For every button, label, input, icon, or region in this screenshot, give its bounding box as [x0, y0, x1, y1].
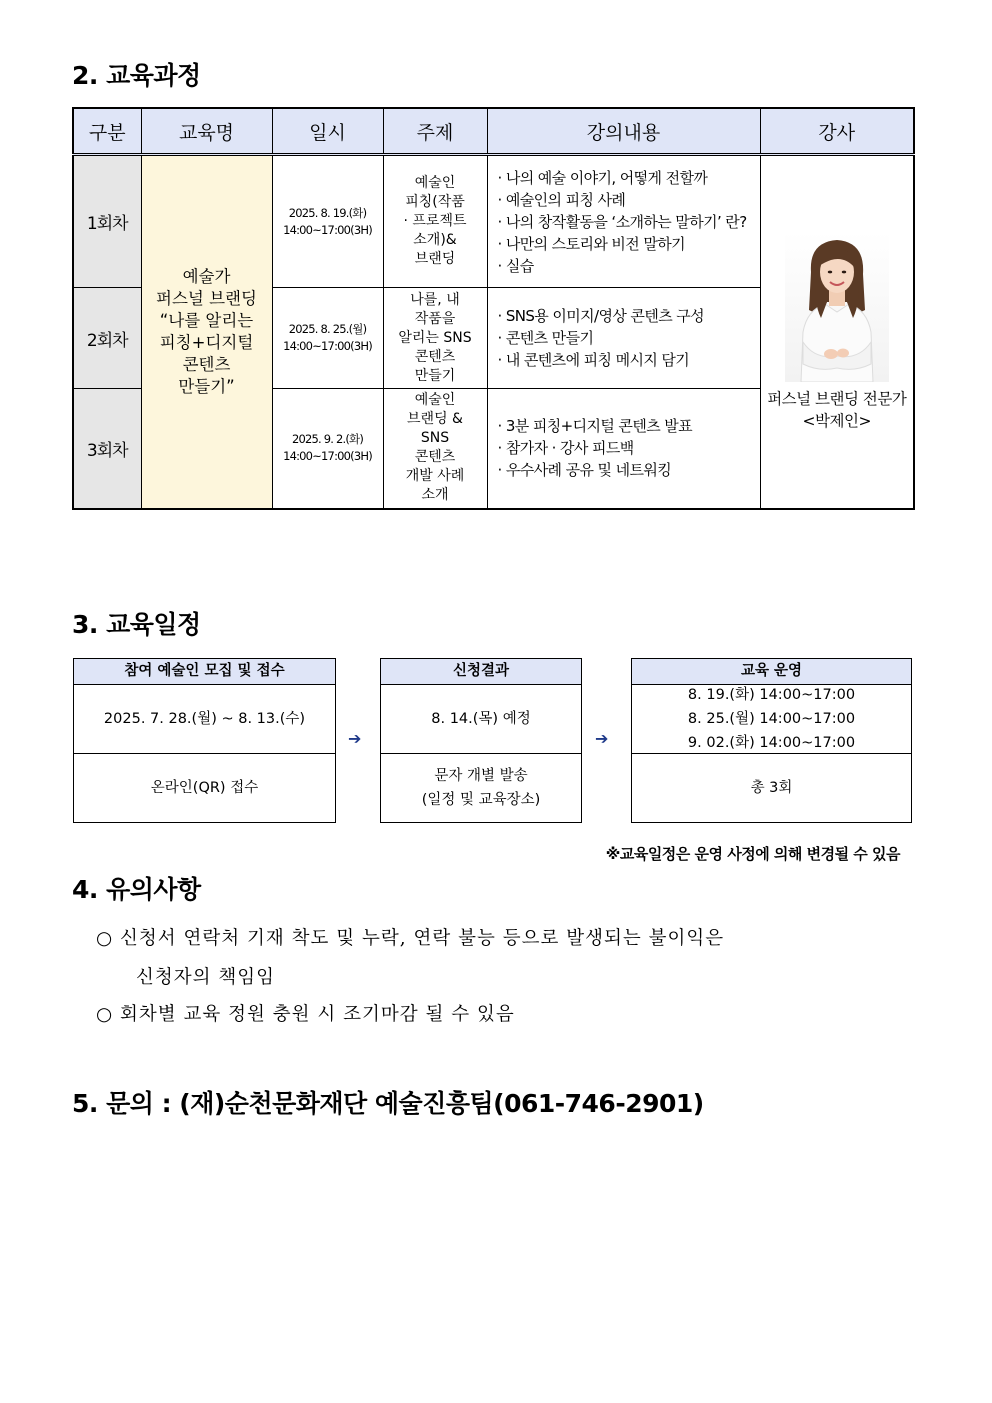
caution-item-1-cont: 신청자의 책임임: [136, 967, 275, 988]
course-name-line: 콘텐츠: [182, 354, 231, 374]
time-line: 14:00~17:00(3H): [283, 449, 372, 464]
header-session: 구분: [73, 108, 141, 155]
schedule-line: 온라인(QR) 접수: [150, 780, 259, 796]
content-line: · 3분 피칭+디지털 콘텐츠 발표: [497, 417, 693, 436]
course-name-line: 퍼스널 브랜딩: [156, 288, 257, 308]
lecturer-title: 퍼스널 브랜딩 전문가: [767, 389, 907, 408]
topic-line: 알리는 SNS: [398, 329, 472, 346]
header-content: 강의내용: [487, 108, 760, 155]
time-line: 14:00~17:00(3H): [283, 222, 372, 237]
date-line: 2025. 8. 25.(월): [288, 322, 367, 336]
schedule-result-notice: [381, 754, 581, 822]
content-line: · 내 콘텐츠에 피칭 메시지 담기: [497, 351, 690, 369]
schedule-line: 총 3회: [750, 780, 793, 796]
session-topic: [383, 389, 487, 509]
content-line: · 참가자 · 강사 피드백: [497, 439, 634, 458]
schedule-method: [74, 754, 335, 822]
course-name: [141, 155, 272, 509]
arrow-right-icon: ➔: [595, 729, 609, 748]
header-lecturer: 강사: [760, 108, 914, 155]
topic-line: 콘텐츠: [414, 348, 456, 365]
schedule-line: 8. 25.(월) 14:00~17:00: [687, 711, 856, 727]
session-label: 3회차: [73, 389, 141, 509]
session-content: [487, 389, 760, 509]
topic-line: 예술인: [414, 392, 456, 409]
schedule-note: ※교육일정은 운영 사정에 의해 변경될 수 있음: [605, 845, 900, 863]
header-course-name: 교육명: [141, 108, 272, 155]
session-content: [487, 155, 760, 288]
session-date: [272, 155, 383, 288]
topic-line: · 프로젝트: [403, 213, 467, 229]
topic-line: 작품을: [414, 310, 456, 327]
course-name-line: 피칭+디지털: [159, 332, 254, 352]
topic-line: 소개: [421, 487, 449, 504]
content-line: · 나의 예술 이야기, 어떻게 전할까: [497, 168, 708, 187]
topic-line: 나를, 내: [410, 291, 460, 308]
curriculum-table: [72, 107, 915, 510]
header-topic: 주제: [383, 108, 487, 155]
topic-line: SNS: [420, 430, 450, 447]
topic-line: 만들기: [414, 367, 456, 384]
lecturer-name: <박제인>: [802, 411, 871, 430]
topic-line: 피칭(작품: [405, 194, 465, 210]
content-line: · 나만의 스토리와 비전 말하기: [497, 234, 686, 253]
session-topic: [383, 155, 487, 288]
schedule-operation-total: [632, 754, 911, 822]
curriculum-header-row: [73, 108, 914, 155]
course-name-line: “나를 알리는: [159, 310, 254, 330]
lecturer-photo: [785, 232, 889, 382]
schedule-line: 문자 개별 발송: [434, 768, 528, 784]
schedule-line: 2025. 7. 28.(월) ~ 8. 13.(수): [103, 711, 306, 727]
schedule-header: 교육 운영: [632, 659, 911, 685]
caution-item-2: ○ 회차별 교육 정원 충원 시 조기마감 될 수 있음: [96, 1004, 515, 1025]
schedule-result-date: [381, 685, 581, 754]
time-line: 14:00~17:00(3H): [283, 339, 372, 353]
caution-item-1: ○ 신청서 연락처 기재 착도 및 누락, 연락 불능 등으로 발생되는 불이익은: [96, 928, 725, 949]
schedule-box-operation: [631, 658, 912, 823]
schedule-operation-dates: [632, 685, 911, 754]
topic-line: 개발 사례: [405, 468, 465, 485]
session-row-1: [73, 155, 914, 288]
lecturer-cell: [760, 155, 914, 509]
topic-line: 콘텐츠: [414, 449, 456, 466]
content-line: · SNS용 이미지/영상 콘텐츠 구성: [497, 307, 705, 325]
arrow-right-icon: ➔: [348, 729, 362, 748]
header-date: 일시: [272, 108, 383, 155]
schedule-box-recruitment: [73, 658, 336, 823]
section-3-title: 3. 교육일정: [72, 610, 201, 639]
topic-line: 브랜딩: [414, 251, 456, 267]
section-2-title: 2. 교육과정: [72, 61, 201, 90]
section-4-title: 4. 유의사항: [72, 875, 201, 904]
schedule-line: (일정 및 교육장소): [421, 792, 541, 808]
date-line: 2025. 9. 2.(화): [291, 432, 364, 447]
course-name-line: 만들기”: [178, 376, 235, 396]
date-line: 2025. 8. 19.(화): [288, 205, 367, 220]
content-line: · 예술인의 피칭 사례: [497, 190, 626, 209]
topic-line: 소개)&: [413, 232, 457, 248]
topic-line: 예술인: [414, 175, 456, 191]
content-line: · 나의 창작활동을 ‘소개하는 말하기’ 란?: [497, 212, 747, 231]
content-line: · 실습: [497, 256, 534, 275]
schedule-period: [74, 685, 335, 754]
content-line: · 우수사례 공유 및 네트워킹: [497, 461, 672, 480]
session-topic: [383, 288, 487, 389]
session-date: [272, 389, 383, 509]
content-line: · 콘텐츠 만들기: [497, 329, 594, 347]
schedule-box-result: [380, 658, 582, 823]
course-name-line: 예술가: [182, 266, 231, 286]
section-5-title: 5. 문의 : (재)순천문화재단 예술진흥팀(061-746-2901): [72, 1089, 704, 1118]
schedule-header: 신청결과: [381, 659, 581, 685]
session-content: [487, 288, 760, 389]
schedule-line: 8. 14.(목) 예정: [431, 711, 531, 727]
session-date: [272, 288, 383, 389]
schedule-header: 참여 예술인 모집 및 접수: [74, 659, 335, 685]
schedule-line: 8. 19.(화) 14:00~17:00: [687, 687, 856, 703]
session-label: 1회차: [73, 155, 141, 288]
topic-line: 브랜딩 &: [407, 411, 463, 428]
session-label: 2회차: [73, 288, 141, 389]
schedule-line: 9. 02.(화) 14:00~17:00: [687, 735, 856, 751]
